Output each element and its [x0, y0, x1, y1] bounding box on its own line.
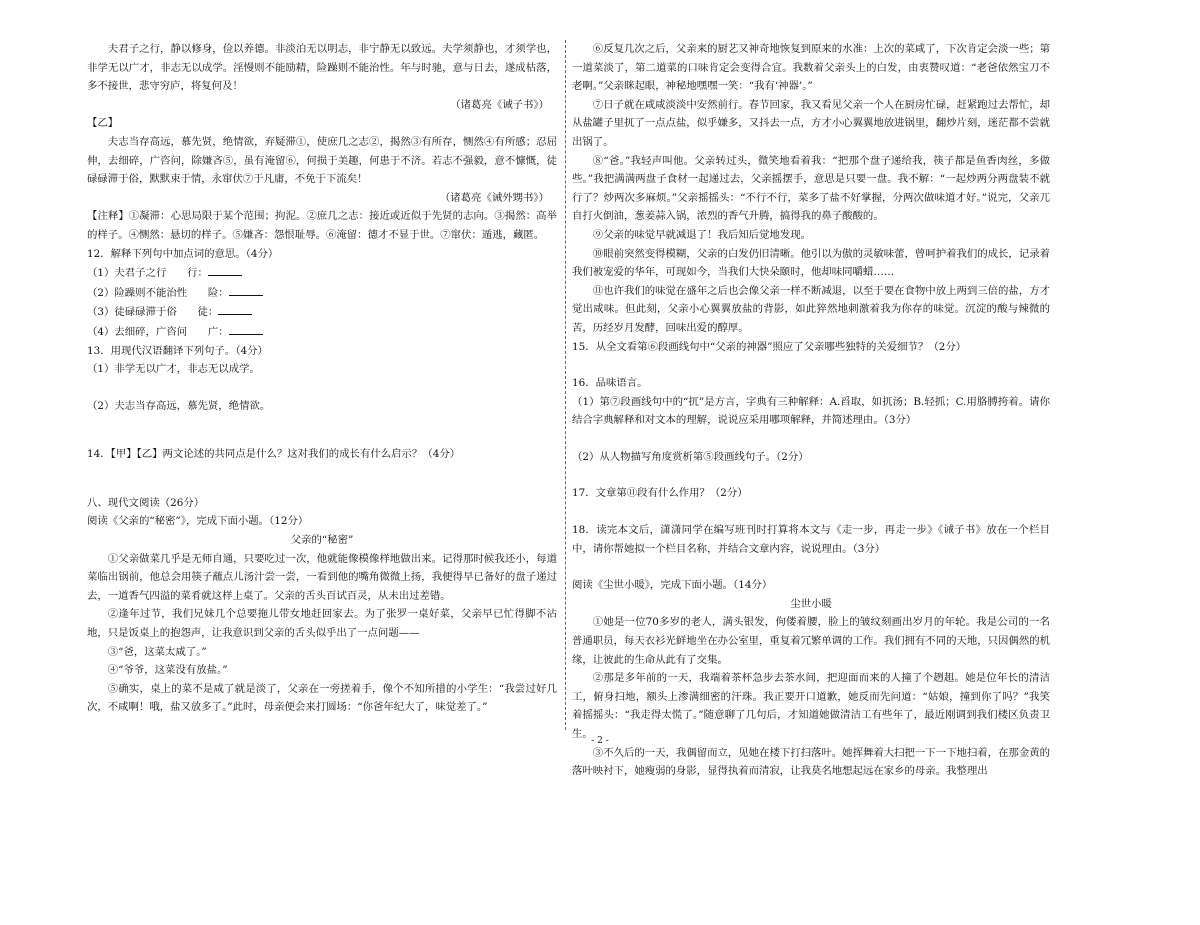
article-paragraph: ②逢年过节，我们兄妹几个总要拖儿带女地赶回家去。为了张罗一桌好菜，父亲早已忙得脚不沾地，只是饭桌上的抱怨声，让我意识到父亲的舌头似乎出了一点问题—— — [87, 608, 557, 640]
yi-text: 夫志当存高远，慕先贤，绝情欲，弃疑滞①，使庶几之志②，揭然③有所存，恻然④有所感；忍屈伸，去细碎，广咨问，除嫌吝⑤，虽有淹留⑥，何损于美趣，何患于不济。若志不强毅，意不慷慨，徒碌碌滞于俗，默默束于情，永窜伏⑦于凡庸，不免于下流矣！ — [87, 135, 557, 186]
article-paragraph: ⑪也许我们的味觉在盛年之后也会像父亲一样不断减退，以至于要在食物中放上两到三倍的盐，方才觉出咸味。但此刻，父亲小心翼翼放盐的背影，如此猝然地刺激着我为你存的味觉。沉淀的酸与辣微的苦，历经岁月发酵，回味出爱的醇厚。 — [572, 284, 1050, 334]
q12-item: （2）险躁则不能治性 险： — [87, 283, 557, 303]
article-paragraph: ③不久后的一天，我偶留而立，见她在楼下打扫落叶。她挥舞着大扫把一下一下地扫着，在那金黄的落叶映衬下，她瘦弱的身影，显得执着而清寂，让我莫名地想起远在家乡的母亲。我整理出 — [572, 746, 1050, 778]
question-16-1: （1）第⑦段画线句中的“扤”是方言，字典有三种解释：A.舀取，如扤汤；B.轻抓；C.用胳膊挎着。请你结合字典解释和对文本的理解，说说应采用哪项解释，并简述理由。（3分） — [572, 395, 1050, 427]
article-paragraph: ⑨父亲的味觉早就减退了！我后知后觉地发现。 — [592, 228, 811, 241]
article-paragraph: ①父亲做菜几乎是无师自通，只要吃过一次，他就能像模像样地做出来。记得那时候我还小，每道菜临出锅前，他总会用筷子蘸点儿汤汁尝一尝，一看到他的嘴角微微上扬，我便得早已备好的盘子递过去，一道香气四溢的菜肴就这样上桌了。父亲的舌头百试百灵，从未出过差错。 — [87, 552, 557, 602]
article-title: 父亲的“秘密” — [290, 534, 354, 547]
article-paragraph: ⑧“爸。”我轻声叫他。父亲转过头，微笑地看着我：“把那个盘子递给我，筷子都是鱼香肉丝，多做些。”我把满满两盘子食材一起递过去，父亲摇摆手，意思是只要一盘。我不解：“一起炒两分两盘装不就行了？炒两次多麻烦。”父亲摇摇头：“不行不行，菜多了盐不好掌握，分两次做味道才好。”说完，父亲兀自打火倒油，葱姜蒜入锅，浓烈的香气升腾，搞得我的鼻子酸酸的。 — [572, 154, 1050, 223]
reading-intro: 阅读《尘世小暖》，完成下面小题。（14分） — [572, 579, 773, 592]
article-paragraph: ⑥反复几次之后，父亲来的厨艺又神奇地恢复到原来的水准：上次的菜咸了，下次肯定会淡一些；第一道菜淡了，第二道菜的口味肯定会变得合宜。我数着父亲头上的白发，由衷赞叹道：“老爸依然宝刀不老啊。”父亲眯起眼，神秘地嘿嘿一笑：“我有‘神器’。” — [572, 43, 1050, 93]
notes: 【注释】①凝滞：心思局限于某个范围；拘泥。②庶几之志：接近或近似于先贤的志向。③揭然：高举的样子。④恻然：悬切的样子。⑤嫌吝：怨恨耻辱。⑥淹留：德才不显于世。⑦窜伏：遁逃，藏匿。 — [87, 210, 557, 241]
article-paragraph: ⑦日子就在咸咸淡淡中安然前行。春节回家，我又看见父亲一个人在厨房忙碌，赶紧跑过去帮忙，却从盐罐子里扤了一点点盐，似乎嫌多，又抖去一点，方才小心翼翼地放进锅里，翻炒片刻，迷茫都不尝就出锅了。 — [572, 98, 1050, 148]
q13-item: （2）夫志当存高远，慕先贤，绝情欲。 — [87, 399, 271, 412]
q12-item: （1）夫君子之行 行： — [87, 263, 557, 283]
answer-blank[interactable] — [218, 302, 252, 315]
section-heading: 八、现代文阅读（26分） — [87, 496, 205, 509]
article-paragraph: ④“爷爷，这菜没有放盐。” — [107, 664, 228, 677]
answer-blank[interactable] — [208, 263, 242, 276]
left-column — [87, 40, 557, 717]
column-divider — [565, 40, 566, 730]
right-column — [572, 40, 1050, 781]
article-paragraph: ③“爸，这菜太咸了。” — [107, 645, 207, 658]
article-paragraph: ⑤确实，桌上的菜不是咸了就是淡了，父亲在一旁搓着手，像个不知所措的小学生：“我尝过好几次，不咸啊！哦，盐又放多了。”此时，母亲便会来打圆场：“你爸年纪大了，味觉差了。” — [87, 682, 557, 714]
yi-source: （诸葛亮《诫外甥书》） — [439, 191, 549, 204]
article-paragraph: ⑩眼前突然变得模糊，父亲的白发仍旧清晰。他引以为傲的灵敏味蕾，曾呵护着我们的成长，记录着我们被宠爱的华年，可现如今，当我们大快朵颐时，他却味同嚼蜡…… — [572, 247, 1050, 279]
q12-item: （3）徒碌碌滞于俗 徒： — [87, 302, 557, 322]
answer-blank[interactable] — [229, 283, 263, 296]
question-17: 17．文章第⑪段有什么作用？（2分） — [572, 487, 748, 500]
question-12: 12．解释下列句中加点词的意思。（4分） — [87, 247, 279, 260]
reading-intro: 阅读《父亲的“秘密”》，完成下面小题。（12分） — [87, 515, 309, 528]
article-title: 尘世小暖 — [790, 597, 832, 610]
jia-source: （诸葛亮《诫子书》） — [450, 98, 549, 111]
q13-item: （1）非学无以广才，非志无以成学。 — [87, 363, 260, 376]
jia-text: 夫君子之行，静以修身，俭以养德。非淡泊无以明志，非宁静无以致远。夫学须静也，才须学也，非学无以广才，非志无以成学。淫慢则不能励精，险躁则不能治性。年与时驰，意与日去，遂成枯落，多不接世，悲守穷庐，将复何及！ — [87, 43, 557, 93]
question-16-2: （2）从人物描写角度赏析第⑤段画线句子。（2分） — [572, 450, 809, 463]
question-13: 13．用现代汉语翻译下列句子。（4分） — [87, 344, 268, 357]
question-18: 18．读完本文后，潇潇同学在编写班刊时打算将本文与《走一步，再走一步》《诫子书》放在一个栏目中，请你帮她拟一个栏目名称，并结合文章内容，说说理由。（3分） — [572, 524, 1050, 555]
answer-blank[interactable] — [229, 322, 263, 335]
q12-item: （4）去细碎，广咨问 广： — [87, 322, 557, 342]
page-number: - 2 - — [591, 736, 609, 746]
question-14: 14．【甲】【乙】两文论述的共同点是什么？这对我们的成长有什么启示？（4分） — [87, 448, 461, 461]
article-paragraph: ②那是多年前的一天，我端着茶杯急步去茶水间，把迎面而来的人撞了个趔趄。她是位年长的清洁工，俯身扫地，额头上渗满细密的汗珠。我正要开口道歉，她反而先问道：“姑娘，撞到你了吗？”我笑着摇摇头：“我走得太慌了。”随意聊了几句后，才知道她做清洁工有些年了，最近刚调到我们楼区负责卫生。 — [572, 672, 1050, 740]
question-16: 16．品味语言。 — [572, 377, 648, 390]
yi-title: 【乙】 — [87, 117, 119, 130]
article-paragraph: ①她是一位70多岁的老人，满头银发，佝偻着腰，脸上的皱纹刻画出岁月的年轮。我是公司的一名普通职员，每天衣衫光鲜地坐在办公室里，重复着冗繁单调的工作。我们拥有不同的天地，只因偶然的机缘，让彼此的生命从此有了交集。 — [572, 616, 1050, 666]
question-15: 15．从全文看第⑥段画线句中“父亲的神器”照应了父亲哪些独特的关爱细节？（2分） — [572, 340, 967, 353]
